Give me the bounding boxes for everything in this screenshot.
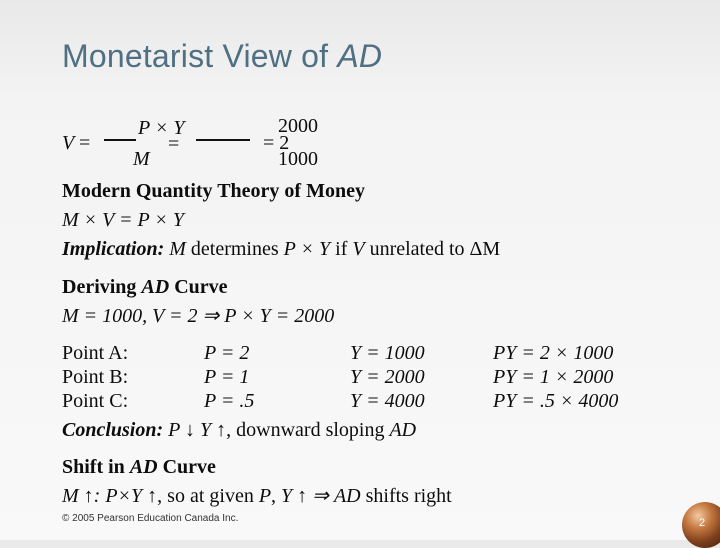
shift-ad: AD	[129, 456, 158, 478]
conclusion-line	[62, 418, 416, 442]
equals-sign-1: =	[79, 132, 91, 154]
implication-v: V	[352, 238, 365, 260]
fraction-denominator-1000: 1000	[278, 148, 318, 170]
equation-of-exchange: M × V = P × Y	[62, 209, 184, 231]
deriving-values: M = 1000, V = 2 ⇒ P × Y = 2000	[62, 305, 335, 327]
point-a-price: P = 2	[204, 342, 250, 364]
point-a-label: Point A:	[62, 342, 129, 364]
shift-curve: Curve	[162, 456, 216, 478]
fraction-bar-left-1	[104, 139, 136, 141]
conclusion-rest: , downward sloping	[226, 419, 385, 441]
conclusion-y-up: Y ↑	[200, 419, 227, 441]
implication-py: P × Y	[283, 238, 331, 260]
heading-shift-ad	[62, 455, 216, 479]
point-b-price: P = 1	[204, 366, 250, 388]
shift-ad-inline: AD	[333, 485, 361, 507]
shift-m-up: M ↑	[62, 485, 94, 507]
slide-title	[62, 38, 382, 75]
shift-rest: shifts right	[365, 485, 452, 507]
conclusion-p-down: P ↓	[168, 419, 196, 441]
conclusion-ad: AD	[389, 419, 417, 441]
point-b-output: Y = 2000	[350, 366, 425, 388]
point-c-label: Point C:	[62, 390, 129, 412]
shift-y-up: Y ↑ ⇒	[281, 485, 329, 507]
point-c-price: P = .5	[204, 390, 255, 412]
point-b-product: PY = 1 × 2000	[493, 366, 614, 388]
heading-quantity-theory: Modern Quantity Theory of Money	[62, 180, 365, 202]
implication-if: if	[335, 238, 348, 260]
heading-deriving-ad	[62, 275, 228, 299]
shift-so-at-given: , so at given	[157, 485, 254, 507]
point-c-output: Y = 4000	[350, 390, 425, 412]
deriving-ad: AD	[141, 276, 170, 298]
title-text: Monetarist View of	[62, 38, 338, 74]
page-number: 2	[698, 517, 706, 529]
fraction-numerator-py: P × Y	[138, 117, 185, 139]
conclusion-label: Conclusion:	[62, 419, 164, 441]
implication-m: M	[169, 238, 186, 260]
shift-p: P	[258, 485, 272, 507]
point-a-output: Y = 1000	[350, 342, 425, 364]
fraction-numerator-2000: 2000	[278, 115, 318, 137]
equals-sign-2: =	[168, 133, 180, 155]
implication-label: Implication:	[62, 238, 165, 260]
point-a-product: PY = 2 × 1000	[493, 342, 614, 364]
shift-py-up: : P×Y ↑	[93, 485, 158, 507]
title-ad: AD	[337, 38, 383, 74]
shift-line	[62, 484, 452, 508]
fraction-bar-right-1	[196, 139, 250, 141]
implication-rest: unrelated to ΔM	[369, 238, 501, 260]
implication-determines: determines	[190, 238, 279, 260]
shift-text: Shift in	[62, 456, 125, 478]
velocity-symbol: V	[62, 132, 75, 154]
shift-comma: ,	[271, 485, 277, 507]
fraction-denominator-m: M	[133, 148, 150, 170]
point-c-product: PY = .5 × 4000	[493, 390, 619, 412]
copyright-footer: © 2005 Pearson Education Canada Inc.	[62, 513, 239, 524]
deriving-text: Deriving	[62, 276, 137, 298]
equals-two: = 2	[263, 132, 290, 154]
implication-line	[62, 237, 500, 261]
deriving-curve: Curve	[174, 276, 228, 298]
point-b-label: Point B:	[62, 366, 129, 388]
